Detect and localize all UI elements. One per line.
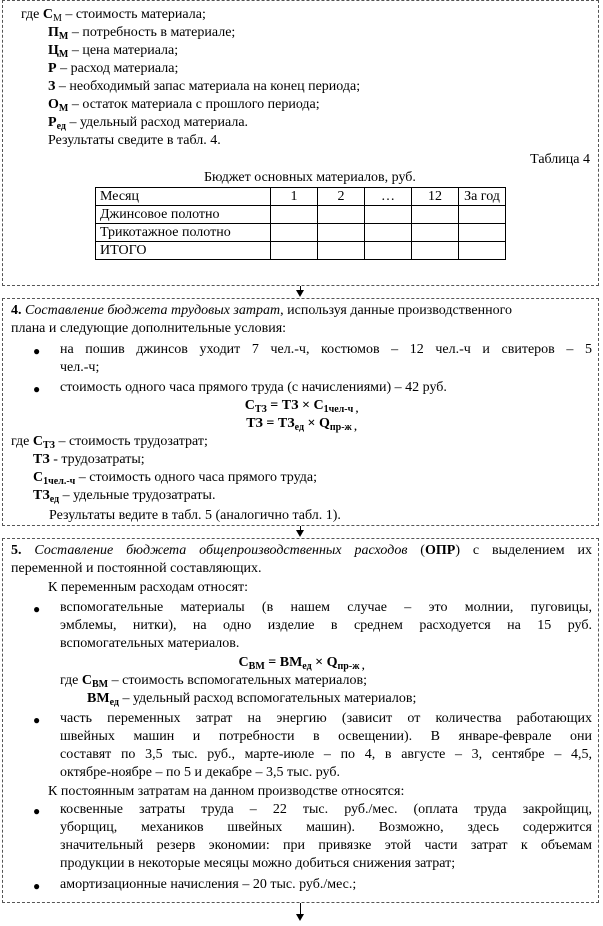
bullet-icon: ● <box>33 713 41 727</box>
header-col: За год <box>459 188 506 206</box>
def-line: $ТЗ_{ед}$ – удельные трудозатраты. <box>33 488 216 505</box>
bullet-icon: ● <box>33 804 41 818</box>
header-col: 2 <box>318 188 365 206</box>
def-line: Р – расход материала; <box>48 61 179 76</box>
bullet-text: косвенные затраты труда – 22 тыс. руб./мес. (оплата труда закройщиц, <box>60 802 592 817</box>
results-note: Результаты сведите в табл. 4. <box>48 133 221 148</box>
table-header-row <box>96 188 506 206</box>
bullet-text: часть переменных затрат на энергию (зависит от количества работающих <box>60 711 592 726</box>
flow-arrow-icon <box>296 530 304 537</box>
def-line: З – необходимый запас материала на конец периода; <box>48 79 361 94</box>
header-col: … <box>365 188 412 206</box>
bullet-text: на пошив джинсов уходит 7 чел.-ч, костюмов – 12 чел.-ч и свитеров – 5 <box>60 342 592 357</box>
def-line: ТЗ - трудозатраты; <box>33 452 145 467</box>
def-line: $ВМ_{ед}$ – удельный расход вспомогательных материалов; <box>87 691 417 708</box>
section4-intro-2: плана и следующие дополнительные условия: <box>11 321 287 336</box>
row-label: Джинсовое полотно <box>96 206 271 224</box>
table-row <box>96 242 506 260</box>
formula-aux-materials: $С_{ВМ} = ВМ_{ед} \times Q_{пр-ж}$ $_,$ <box>238 655 365 672</box>
bullet-text: вспомогательные материалы (в нашем случае – это молнии, пуговицы, <box>60 600 592 615</box>
def-line: $Р_{ед}$ – удельный расход материала. <box>48 115 249 132</box>
section4-title: Составление бюджета трудовых затрат <box>25 303 281 318</box>
def-line: $О_М$ – остаток материала с прошлого периода; <box>48 97 320 114</box>
bullet-icon: ● <box>33 879 41 893</box>
bullet-text: октябре-ноябре – по 5 и декабре – 3,5 тыс. руб. <box>60 765 340 780</box>
table-row <box>96 224 506 242</box>
row-label: Трикотажное полотно <box>96 224 271 242</box>
labor-budget-box <box>2 298 599 526</box>
bullet-icon: ● <box>33 344 41 358</box>
bullet-text: составят по 3,5 тыс. руб., марте-июле – по 4, в августе – 3, сентябре – 4,5, <box>60 747 592 762</box>
bullet-text: значительный резерв экономии: при привязке этой части затрат к объемам <box>60 838 592 853</box>
header-col: 12 <box>412 188 459 206</box>
table-row <box>96 206 506 224</box>
row-label: ИТОГО <box>96 242 271 260</box>
bullet-text: амортизационные начисления – 20 тыс. руб./мес.; <box>60 877 357 892</box>
bullet-text: эмблемы, нитки), на одно изделие в среднем расходуется на 15 руб. <box>60 618 592 633</box>
header-col: 1 <box>271 188 318 206</box>
def-line: $П_М$ – потребность в материале; <box>48 25 236 42</box>
bullet-icon: ● <box>33 602 41 616</box>
where-line: где $С_М$ – стоимость материала; <box>21 7 206 24</box>
variable-heading: К переменным расходам относят: <box>48 580 249 595</box>
where-line: где $С_{ВМ}$ – стоимость вспомогательных материалов; <box>60 673 367 690</box>
where-line: где $С_{ТЗ}$ – стоимость трудозатрат; <box>11 434 208 451</box>
constant-heading: К постоянным затратам на данном производстве относятся: <box>48 784 405 799</box>
formula-labor-hours: ТЗ = $ТЗ_{ед} \times Q_{пр-ж}$ $_,$ <box>246 416 357 433</box>
def-line: $С_{1чел.-ч}$ – стоимость одного часа прямого труда; <box>33 470 317 487</box>
formula-labor-cost: $С_{ТЗ}$ = ТЗ × $С_{1чел-ч}$ $_,$ <box>244 398 359 415</box>
budget-table <box>95 187 506 260</box>
bullet-text: чел.-ч; <box>60 360 100 375</box>
bullet-text: стоимость одного часа прямого труда (с начислениями) – 42 руб. <box>60 380 447 395</box>
section5-intro-2: переменной и постоянной составляющих. <box>11 561 262 576</box>
header-month: Месяц <box>96 188 271 206</box>
section4-intro: 4. Составление бюджета трудовых затрат, используя данные производственного <box>11 303 512 318</box>
table-title: Бюджет основных материалов, руб. <box>204 170 416 185</box>
bullet-text: вспомогательных материалов. <box>60 636 240 651</box>
bullet-icon: ● <box>33 382 41 396</box>
section5-intro: 5. Составление бюджета общепроизводственных расходов (ОПР) с выделением их <box>11 543 592 558</box>
flow-arrow-icon <box>296 290 304 297</box>
def-line: $Ц_М$ – цена материала; <box>48 43 179 60</box>
bullet-text: продукции в некоторые месяцы можно добиться снижения затрат; <box>60 856 456 871</box>
section5-title: Составление бюджета общепроизводственных расходов <box>34 543 408 558</box>
bullet-text: уборщиц, механиков швейных машин). Возможно, здесь содержится <box>60 820 592 835</box>
materials-box <box>2 0 599 286</box>
flow-arrow-icon <box>296 914 304 921</box>
table-label: Таблица 4 <box>530 152 590 167</box>
bullet-text: швейных машин и потребности в освещении). В январе-феврале они <box>60 729 592 744</box>
overhead-budget-box <box>2 538 599 903</box>
results-note: Результаты ведите в табл. 5 (аналогично табл. 1). <box>49 508 341 523</box>
